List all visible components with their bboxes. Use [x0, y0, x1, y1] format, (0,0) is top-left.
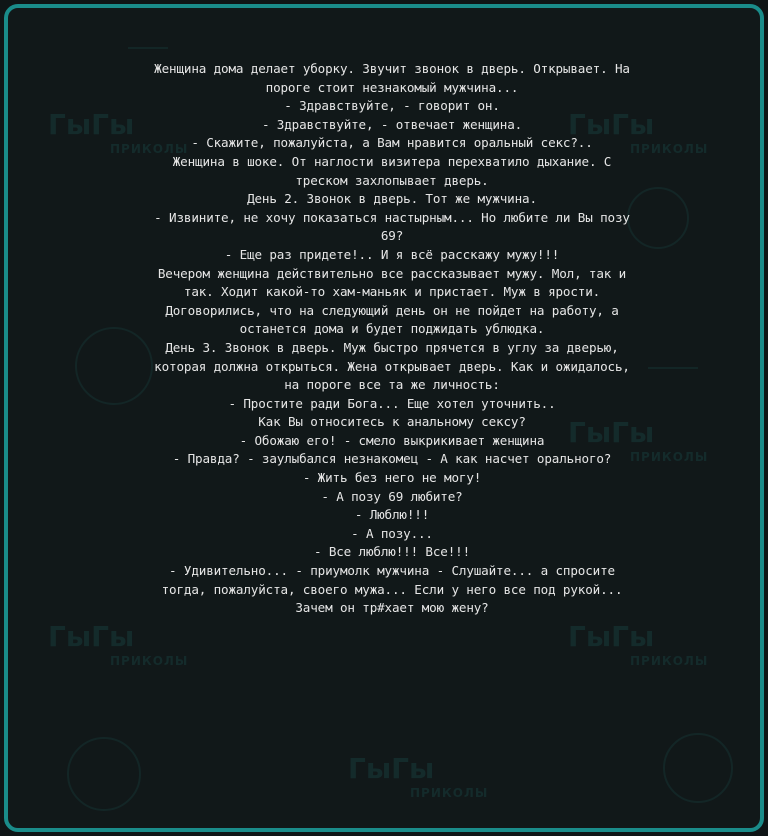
- story-line: - А позу...: [351, 525, 433, 541]
- watermark-logo: ГыГы ПРИКОЛЫ: [568, 620, 709, 668]
- story-line: останется дома и будет поджидать ублюдка.: [239, 321, 545, 337]
- story-line: - Еще раз придете!.. И я всё расскажу мужу!!!: [224, 246, 560, 262]
- story-line: - Извините, не хочу показаться настырным... Но любите ли Вы позу: [154, 209, 630, 225]
- story-line: Женщина дома делает уборку. Звучит звонок в дверь. Открывает. На: [154, 61, 630, 76]
- story-line: треском захлопывает дверь.: [295, 172, 489, 188]
- story-line: - Жить без него не могу!: [302, 470, 482, 486]
- story-line: пороге стоит незнакомый мужчина...: [265, 79, 519, 95]
- watermark-logo: ГыГы ПРИКОЛЫ: [568, 416, 709, 464]
- story-line: - Люблю!!!: [354, 507, 430, 523]
- story-line: - Все люблю!!! Все!!!: [313, 544, 471, 560]
- story-line: Договорились, что на следующий день он не пойдет на работу, а: [165, 302, 619, 318]
- post-card: [4, 4, 764, 832]
- story-line: Женщина в шоке. От наглости визитера перехватило дыхание. С: [172, 153, 612, 169]
- story-line: - Здравствуйте, - говорит он.: [284, 98, 500, 114]
- watermark-logo: ГыГы ПРИКОЛЫ: [48, 108, 189, 156]
- story-line: - Скажите, пожалуйста, а Вам нравится оральный секс?..: [191, 135, 593, 151]
- story-line: - Здравствуйте, - отвечает женщина.: [261, 116, 523, 132]
- story-line: на пороге все та же личность:: [284, 377, 500, 393]
- story-line: Вечером женщина действительно все рассказывает мужу. Мол, так и: [157, 265, 627, 281]
- watermark-logo: ГыГы ПРИКОЛЫ: [568, 108, 709, 156]
- story-line: День 3. Звонок в дверь. Муж быстро прячется в углу за дверью,: [165, 339, 619, 355]
- story-line: Зачем он тр#хает мою жену?: [295, 600, 489, 616]
- watermark-logo: ГыГы ПРИКОЛЫ: [48, 620, 189, 668]
- story-line: - А позу 69 любите?: [321, 488, 463, 504]
- story-text: [68, 60, 716, 618]
- story-line: так. Ходит какой-то хам-маньяк и пристает. Муж в ярости.: [183, 284, 601, 300]
- story-line: - Удивительно... - приумолк мужчина - Слушайте... а спросите: [169, 563, 615, 579]
- watermark-logo: ГыГы ПРИКОЛЫ: [348, 752, 489, 800]
- story-line: 69?: [380, 228, 404, 244]
- story-line: - Простите ради Бога... Еще хотел уточнить..: [228, 395, 556, 411]
- story-line: - Обожаю его! - смело выкрикивает женщина: [239, 432, 545, 448]
- story-line: День 2. Звонок в дверь. Тот же мужчина.: [247, 191, 537, 207]
- story-line: - Правда? - заулыбался незнакомец - А как насчет орального?: [172, 451, 612, 467]
- story-line: которая должна открыться. Жена открывает дверь. Как и ожидалось,: [154, 358, 630, 374]
- story-line: тогда, пожалуйста, своего мужа... Если у него все под рукой...: [161, 581, 623, 597]
- story-line: Как Вы относитесь к анальному сексу?: [258, 414, 526, 430]
